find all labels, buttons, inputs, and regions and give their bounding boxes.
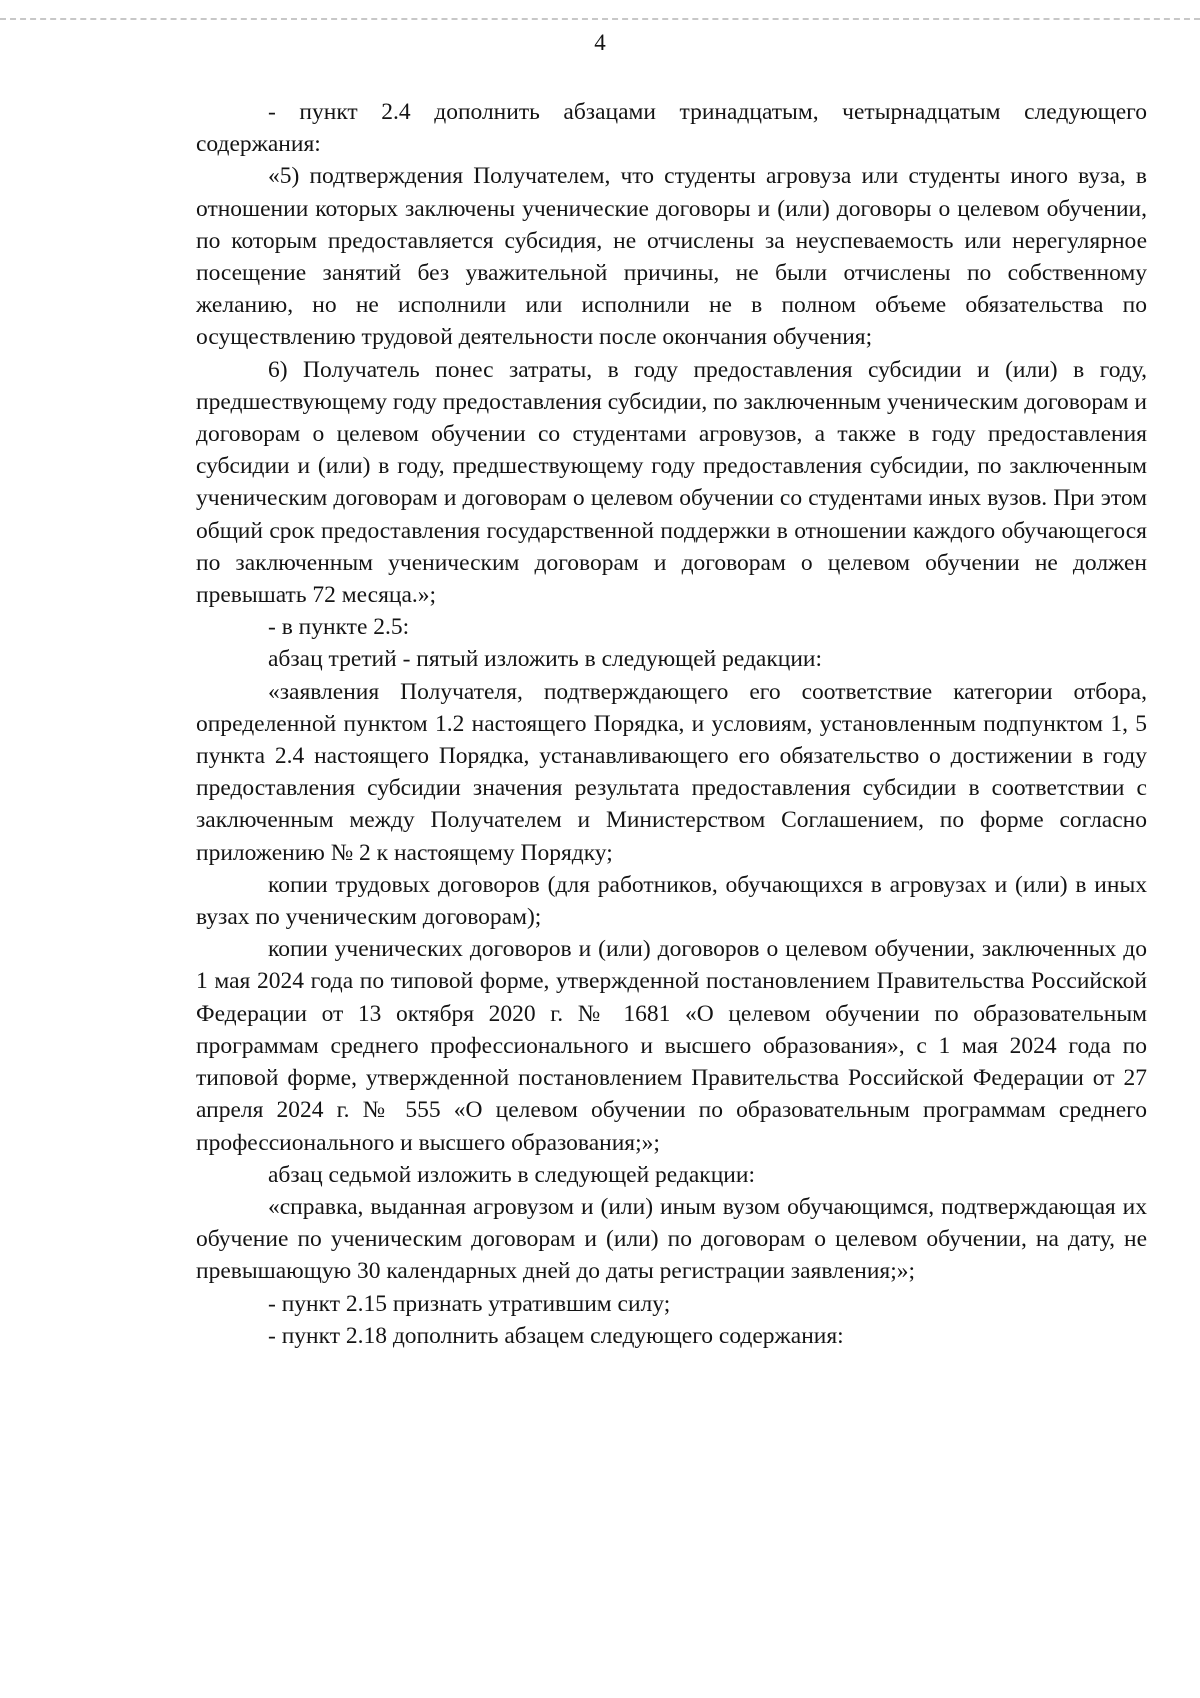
paragraph-in-2-5: - в пункте 2.5: xyxy=(268,614,410,641)
scan-edge-line xyxy=(0,18,1200,20)
document-body xyxy=(196,96,1147,1352)
paragraph-item-5: «5) подтверждения Получателем, что студенты агровуза или студенты иного вуза, в отношении которых заключены ученические договоры и (или) договоры о целевом обучении, по которым предоставляется субсидия, не отчислены за неуспеваемость или нерегулярное посещение занятий без уважительной причины, не были отчислены по собственному желанию, но не исполнили или исполнили не в полном объеме обязательства по осуществлению трудовой деятельности после окончания обучения; xyxy=(196,163,1147,351)
paragraph-amend-2-4: - пункт 2.4 дополнить абзацами тринадцатым, четырнадцатым следующего содержания: xyxy=(196,99,1147,158)
paragraph-2-18: - пункт 2.18 дополнить абзацем следующего содержания: xyxy=(268,1322,844,1349)
paragraph-application: «заявления Получателя, подтверждающего его соответствие категории отбора, определенной пунктом 1.2 настоящего Порядка, и условиям, установленным подпунктом 1, 5 пункта 2.4 настоящего Порядка, устанавливающего его обязательство о достижении в году предоставления субсидии значения результата предоставления субсидии в соответствии с заключенным между Получателем и Министерством Соглашением, по форме согласно приложению № 2 к настоящему Порядку; xyxy=(196,678,1147,866)
paragraph-certificate: «справка, выданная агровузом и (или) иным вузом обучающимся, подтверждающая их обучение по ученическим договорам и (или) по договорам о целевом обучении, на дату, не превышающую 30 календарных дней до даты регистрации заявления;»; xyxy=(196,1193,1147,1285)
page-number: 4 xyxy=(594,30,606,55)
paragraph-labor-contracts: копии трудовых договоров (для работников, обучающихся в агровузах и (или) в иных вузах по ученическим договорам); xyxy=(196,871,1147,931)
paragraph-student-contracts: копии ученических договоров и (или) договоров о целевом обучении, заключенных до 1 мая 2024 года по типовой форме, утвержденной постановлением Правительства Российской Федерации от 13 октября 2020 г. № 1681 «О целевом обучении по образовательным программам среднего профессионального и высшего образования», с 1 мая 2024 года по типовой форме, утвержденной постановлением Правительства Российской Федерации от 27 апреля 2024 г. № 555 «О целевом обучении по образовательным программам среднего профессионального и высшего образования;»; xyxy=(196,936,1147,1156)
paragraph-2-15: - пункт 2.15 признать утратившим силу; xyxy=(268,1290,671,1317)
paragraph-abzac-3-5: абзац третий - пятый изложить в следующей редакции: xyxy=(268,646,823,673)
paragraph-abzac-7: абзац седьмой изложить в следующей редакции: xyxy=(268,1161,755,1188)
paragraph-item-6: 6) Получатель понес затраты, в году предоставления субсидии и (или) в году, предшествующему году предоставления субсидии, по заключенным ученическим договорам и договорам о целевом обучении со студентами агровузов, а также в году предоставления субсидии и (или) в году, предшествующему году предоставления субсидии, по заключенным ученическим договорам и договорам о целевом обучении со студентами иных вузов. При этом общий срок предоставления государственной поддержки в отношении каждого обучающегося по заключенным ученическим договорам и договорам о целевом обучении не должен превышать 72 месяца.»; xyxy=(196,356,1147,609)
